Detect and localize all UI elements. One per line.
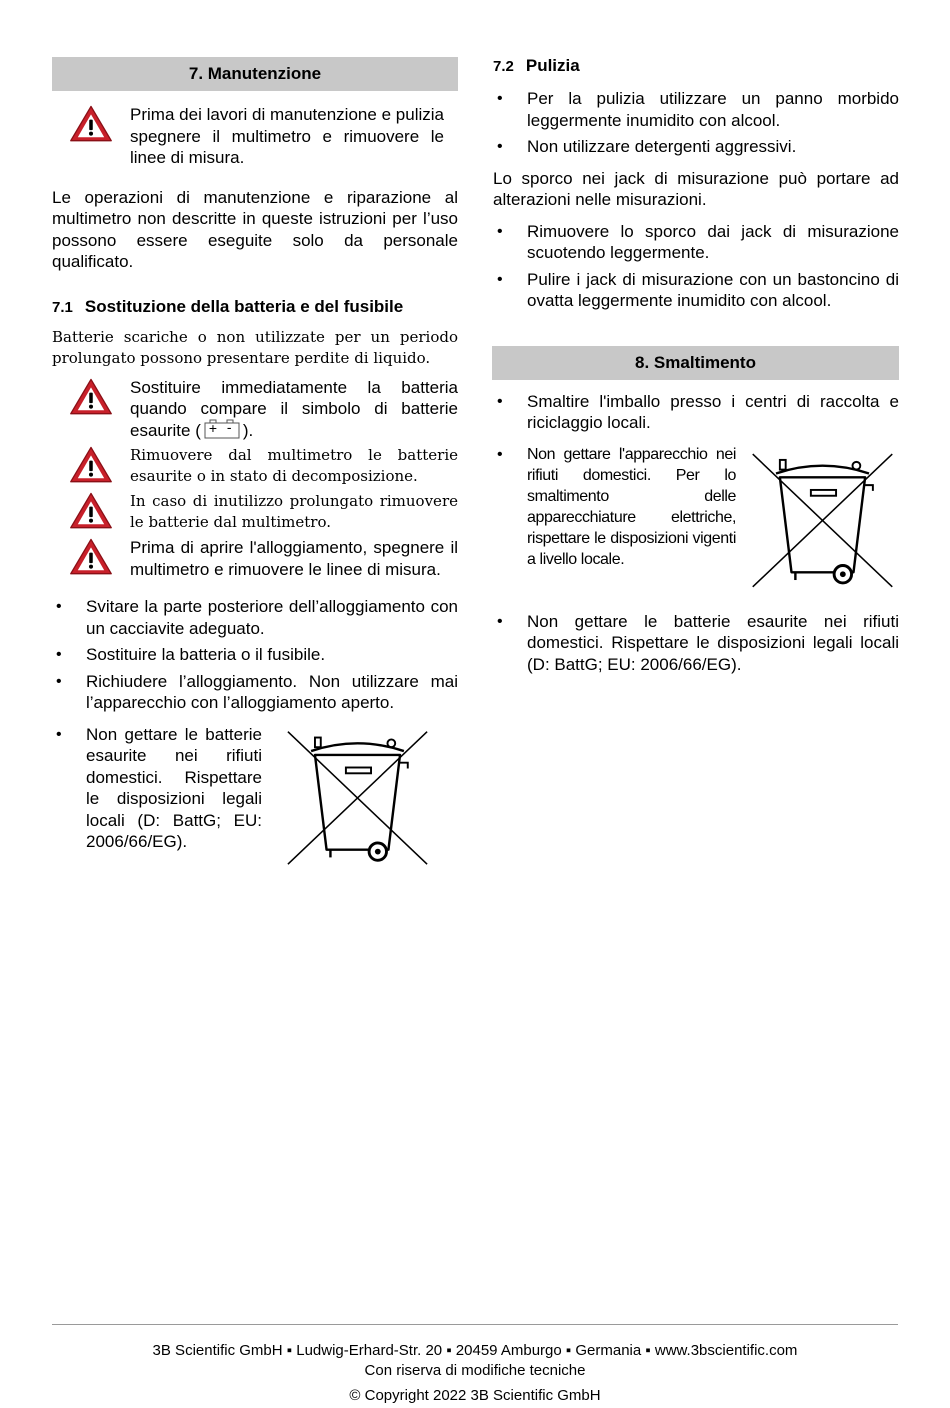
list-item: • Sostituire la batteria o il fusibile. — [52, 644, 458, 666]
footer-notice: Con riserva di modifiche tecniche — [364, 1362, 586, 1379]
footer-address: 3B Scientific GmbH ▪ Ludwig-Erhard-Str. 20 ▪ 20459 Amburgo ▪ Germania ▪ www.3bscientific.com — [152, 1342, 798, 1359]
list-item: • Smaltire l'imballo presso i centri di raccolta e riciclaggio locali. — [493, 391, 899, 434]
battery-disposal-row — [52, 724, 458, 874]
section-7-2-title: Pulizia — [525, 56, 580, 75]
cleaning-list-1 — [493, 88, 899, 158]
warning-triangle-icon — [52, 445, 130, 485]
battery-warning-1-text-a: Sostituire immediatamente la batteria quando compare il simbolo di batterie esaurite ( — [130, 377, 458, 440]
cleaning-paragraph: Lo sporco nei jack di misurazione può portare ad alterazioni nelle misurazioni. — [493, 168, 899, 209]
section-7-1-number: 7.1 — [52, 298, 73, 316]
battery-warning-1-text — [130, 377, 458, 442]
battery-warning-4 — [52, 537, 458, 580]
list-item: • Richiudere l’alloggiamento. Non utilizzare mai l’apparecchio con l’alloggiamento aperto. — [52, 671, 458, 714]
page-footer — [52, 1324, 898, 1407]
list-item: • Rimuovere lo sporco dai jack di misurazione scuotendo leggermente. — [493, 221, 899, 264]
crossed-out-wheeled-bin-icon — [280, 724, 435, 869]
battery-warning-2-text: Rimuovere dal multimetro le batterie esaurite o in stato di decomposizione. — [130, 446, 458, 485]
battery-warning-2 — [52, 445, 458, 487]
battery-intro: Batterie scariche o non utilizzate per un periodo prolungato possono presentare perdite di liquido. — [52, 327, 458, 367]
device-disposal-row — [493, 444, 899, 604]
battery-steps-list — [52, 596, 458, 714]
section-7-header: 7. Manutenzione — [52, 57, 458, 91]
crossed-out-wheeled-bin-icon — [745, 444, 900, 594]
list-item: • Pulire i jack di misurazione con un bastoncino di ovatta leggermente inumidito con alcool. — [493, 269, 899, 312]
battery-warning-1-text-b: ). — [242, 420, 254, 440]
list-item: • Svitare la parte posteriore dell’alloggiamento con un cacciavite adeguato. — [52, 596, 458, 639]
footer-copyright: © Copyright 2022 3B Scientific GmbH — [349, 1387, 601, 1404]
warning-triangle-icon — [52, 537, 130, 577]
battery-minus: - — [226, 418, 232, 435]
battery-warning-3-text: In caso di inutilizzo prolungato rimuovere le batterie dal multimetro. — [130, 492, 458, 531]
list-item: • Per la pulizia utilizzare un panno morbido leggermente inumidito con alcool. — [493, 88, 899, 131]
list-item: • Non gettare le batterie esaurite nei rifiuti domestici. Rispettare le disposizioni legali locali (D: BattG; EU: 2006/66/EG). — [493, 611, 899, 676]
cleaning-list-2 — [493, 221, 899, 312]
list-item: • Non gettare le batterie esaurite nei rifiuti domestici. Rispettare le disposizioni legali locali (D: BattG; EU: 2006/66/EG). — [52, 724, 262, 853]
section-8-header: 8. Smaltimento — [492, 346, 899, 380]
section-7-1-heading — [52, 297, 458, 317]
section-7-2-number: 7.2 — [493, 58, 514, 75]
warning-triangle-icon — [52, 377, 130, 417]
maintenance-warning-text: Prima dei lavori di manutenzione e pulizia spegnere il multimetro e rimuovere le linee di misura. — [130, 105, 444, 167]
section-7-1-title: Sostituzione della batteria e del fusibile — [84, 296, 404, 316]
disposal-list-2 — [493, 444, 736, 570]
battery-warning-1 — [52, 377, 458, 442]
left-column — [52, 0, 458, 874]
maintenance-warning — [52, 104, 458, 169]
list-item: • Non utilizzare detergenti aggressivi. — [493, 136, 899, 158]
warning-triangle-icon — [52, 104, 130, 144]
maintenance-paragraph: Le operazioni di manutenzione e riparazione al multimetro non descritte in queste istruzioni per l’uso possono essere eseguite solo da personale qualificato. — [52, 187, 458, 271]
disposal-list-1 — [493, 391, 899, 434]
disposal-list-3 — [493, 611, 899, 676]
battery-plus: + — [208, 419, 218, 436]
battery-warning-3 — [52, 491, 458, 533]
battery-icon — [203, 418, 241, 439]
right-column — [493, 0, 899, 675]
warning-triangle-icon — [52, 491, 130, 531]
list-item: • Non gettare l'apparecchio nei rifiuti domestici. Per lo smaltimento delle apparecchiature elettriche, rispettare le disposizioni vigenti a livello locale. — [493, 444, 736, 570]
battery-warning-4-text: Prima di aprire l'alloggiamento, spegnere il multimetro e rimuovere le linee di misura. — [130, 538, 458, 579]
section-7-2-heading — [493, 56, 899, 76]
battery-disposal-list — [52, 724, 262, 853]
